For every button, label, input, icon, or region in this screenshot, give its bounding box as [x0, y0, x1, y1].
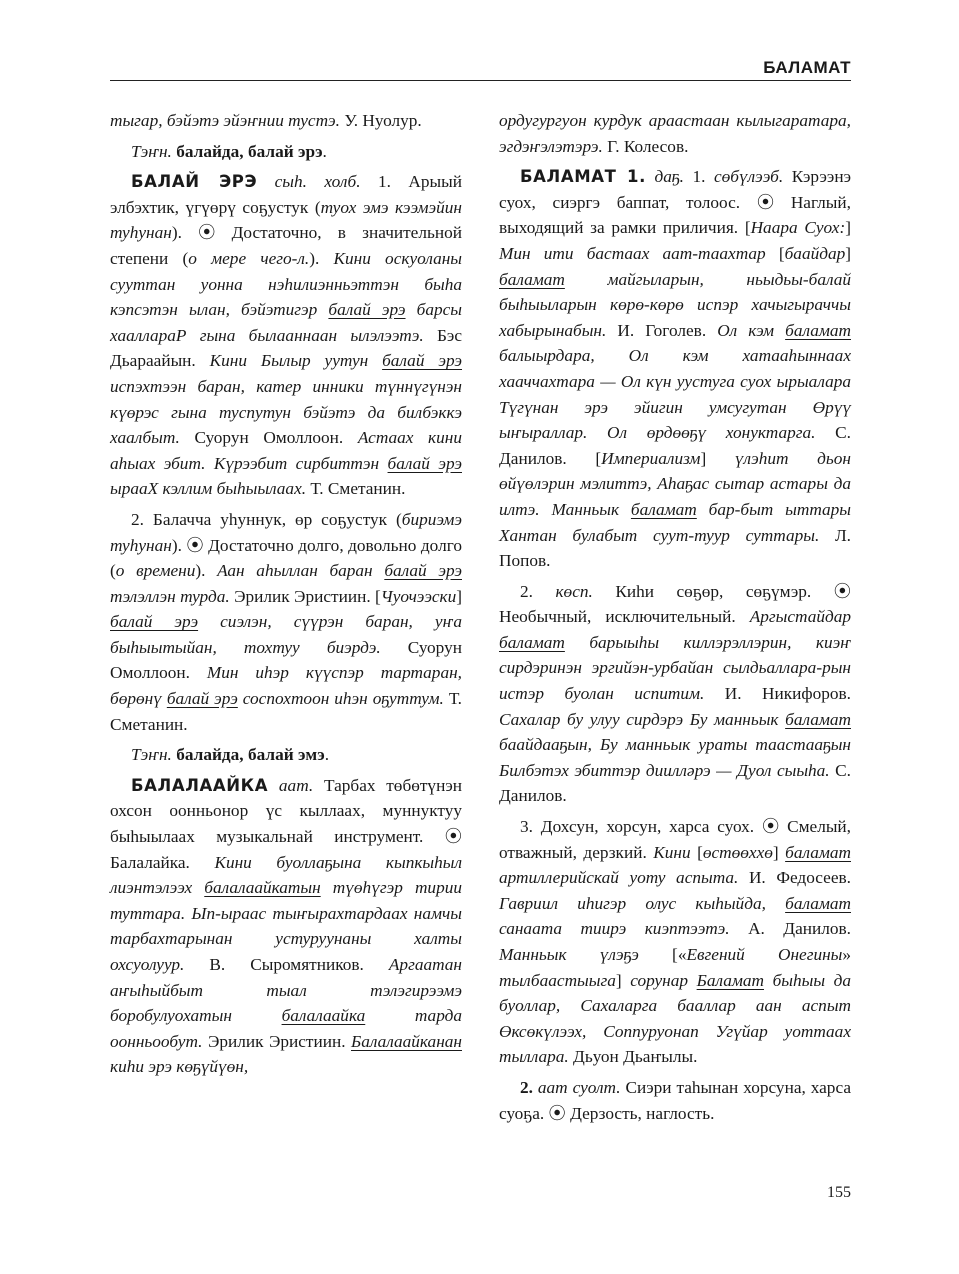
entry-text: тэлэллэн турда. — [110, 586, 230, 606]
entry-text: ырааХ кэллим быһыылаах. — [110, 479, 307, 499]
entry-text: сиэлэн, сүүрэн баран, уҥа быһыытыйан, тохтуу биэрдэ. — [110, 612, 462, 657]
entry-text: ] — [615, 970, 631, 990]
example-keyword: балай эрэ — [110, 612, 199, 632]
entry-text: Евгений Онегины — [686, 945, 843, 964]
example-keyword: балалаайкатын — [204, 878, 321, 898]
entry-text — [257, 172, 274, 191]
entry-text: барыыһы киллэрэллэрин, киэҥ сирдэринэн эргийэн-урбайан сылдьаллара-рын истэр буолан испитим. — [499, 632, 851, 704]
entry-text: бириэмэ туһунан — [110, 509, 462, 555]
entry-text: Аан аһыллан баран — [217, 561, 385, 581]
entry-text: Тэҥн. — [131, 745, 172, 765]
entry-text: о мере чего-л. — [188, 248, 310, 268]
entry-text: тылбаастыыга — [499, 970, 616, 990]
entry-text: 3. Дохсун, хорсун, харса суох. ⦿ Смелый, отважный, дерзкий. — [499, 817, 851, 862]
example-keyword: балалаайка — [281, 1006, 366, 1026]
entry-text: балайда, балай эмэ — [176, 745, 325, 765]
entry-paragraph — [499, 814, 851, 1070]
entry-text: барсы хааллараР гына былааннаан ылэлээтэ. — [110, 300, 462, 345]
entry-text: . — [322, 141, 327, 161]
entry-text: түөһүгэр тирии туттара. Ып-ыраас тыҥырахтардаах намчы тарбахтарынан устуруунаны халты охсуолуур. — [110, 878, 462, 974]
entry-paragraph — [499, 579, 851, 809]
entry-text: ). — [309, 248, 334, 268]
entry-text: Кини Былыр уутун — [209, 351, 383, 371]
entry-text: 1. Арыый элбэхтик, үгүөрү соҕустук ( — [110, 172, 462, 217]
entry-text: артиллерийскай уоту аспыта. — [499, 868, 739, 888]
entry-text: даҕ. — [654, 167, 684, 187]
entry-text: Тарбах төбөтүнэн охсон оонньонор үс кыллаах, муннуктуу быһыылаах музыкальнай инструмент. ⦿ Балалайка. — [110, 775, 462, 872]
example-keyword: баламат — [630, 499, 697, 519]
entry-paragraph — [110, 773, 462, 1080]
entry-text: бар-быт ыттары Хантан булабыт суут-туур суттары. — [499, 499, 851, 545]
entry-text: ] — [456, 586, 462, 606]
example-keyword: балай эрэ — [387, 453, 462, 473]
entry-text: Сиэри таһынан хорсуна, харса суоҕа. ⦿ Дерзость, наглость. — [499, 1077, 851, 1123]
entry-text: аат суолт. — [537, 1077, 621, 1097]
example-keyword: балай эрэ — [382, 351, 463, 371]
headword: БАЛАМАТ 1. — [520, 167, 646, 187]
entry-text: 2. — [520, 1077, 533, 1097]
entry-text: Эрилик Эристиин. [ — [229, 586, 381, 606]
entry-text: . — [324, 745, 330, 765]
entry-text: Наара Суох: — [750, 218, 846, 238]
running-head: БАЛАМАТ — [763, 58, 851, 77]
entry-text: ] — [845, 243, 852, 263]
example-keyword: баламат — [499, 269, 565, 289]
entry-text: баайдар — [784, 243, 846, 263]
entry-text: Мин иһэр күүспэр тартаран, бөрөнү — [110, 663, 462, 709]
entry-text: ). ⦿ Достаточно долго, довольно долго ( — [110, 535, 462, 581]
entry-text: сыһ. холб. — [274, 172, 361, 192]
entry-paragraph — [499, 1075, 851, 1126]
entry-text: тыгар, бэйэтэ эйэҥнии тустэ. — [110, 111, 340, 130]
entry-text: Т. Сметанин. — [110, 689, 462, 734]
entry-text: Кэрээнэ суох, сиэргэ баппат, толоос. ⦿ Наглый, выходящий за рамки приличия. [ — [499, 167, 851, 238]
headword: БАЛАЛААЙКА — [131, 775, 269, 795]
entry-text: Л. Попов. — [499, 525, 851, 571]
entry-text: [ — [765, 243, 785, 263]
entry-text: ] — [845, 218, 851, 238]
entry-text: Манньык үлэҕэ — [499, 945, 639, 964]
entry-paragraph — [110, 742, 462, 768]
example-keyword: Баламат — [696, 970, 764, 990]
entry-paragraph — [110, 169, 462, 502]
entry-text: аат. — [278, 775, 314, 795]
entry-paragraph — [110, 139, 462, 165]
entry-text: өстөөххө — [702, 842, 773, 862]
entry-text: Г. Колесов. — [602, 136, 689, 156]
entry-text: Империализм — [601, 448, 701, 468]
entry-text: 2. — [520, 581, 556, 601]
entry-text: испэхтээн баран, катер инники түннүгүнэн күөрэс гына туспутун бэйэтэ да билбэккэ хаалбыт. — [110, 376, 462, 448]
entry-text: быһыы да буоллар, Сахаларга бааллар аан аспыт Өксөкүлээх, Соппуруонап Угүйар уоттаах тыллара. — [499, 970, 852, 1067]
entry-text: У. Нуолур. — [340, 111, 422, 130]
entry-text: 1. — [683, 167, 714, 187]
entry-text: С. Данилов. — [499, 760, 852, 806]
entry-text: балыырдара, Ол кэм хатааһыннаах хааччахтара — Ол күн уустуга суох ырыалара Түгүнан эрэ эйигин умсугутан Өрүү ыҥыраллар. Ол өрдөөҕү хонуктарга. — [499, 346, 851, 443]
entry-text: санаата тиирэ киэптээтэ. — [499, 919, 730, 939]
entry-text: соспохтоон иһэн оҕуттум. — [237, 689, 444, 709]
entry-text: Аргаатан аҥыһыйбыт тыал тэлэгирээмэ боробулуохатын — [110, 955, 462, 1026]
entry-text: Кини — [653, 842, 691, 862]
entry-text: И. Никифоров. — [704, 684, 851, 704]
entry-text: Кини буоллаҕына кыпкыһыл лиэнтэлээх — [110, 852, 462, 898]
example-keyword: баламат — [785, 320, 851, 340]
entry-text: майгыларын, ньыдьы-балай быһыыларын көрө-көрө испэр хачыгыраччы хабырынабын. — [499, 269, 851, 340]
entry-text: Тэҥн. — [131, 141, 172, 161]
entry-text: Чуочээски — [380, 586, 457, 606]
entry-text: туох эмэ кээмэйин туһунан — [110, 197, 462, 243]
example-keyword: баламат — [499, 632, 565, 652]
header-rule — [110, 80, 851, 81]
entry-text: Сахалар бу улуу сирдэрэ Бу манньык — [499, 709, 786, 729]
entry-text: ] — [700, 448, 735, 468]
entry-text: Кини оскуоланы сууттан уонна нэһилиэнньэттэн быһа кэпсэтэн ылан, бэйэтигэр — [110, 248, 462, 320]
entry-paragraph — [110, 507, 462, 737]
entry-text: ] — [772, 842, 786, 862]
entry-text: Дьуон Дьаҥылы. — [568, 1047, 698, 1067]
entry-paragraph — [499, 164, 851, 574]
entry-paragraph — [110, 108, 462, 134]
entry-text: баайдааҕын, Бу манньык ураты таастааҕын Билбэтэх эбиттэр диилләрэ — Дуол сыыһа. — [499, 735, 851, 780]
entry-text: Мин ити бастаах аат-таахтар — [499, 243, 766, 263]
entry-text: [« — [638, 945, 687, 964]
example-keyword: балай эрэ — [384, 561, 462, 581]
entry-text: Эрилик Эристиин. — [202, 1031, 352, 1051]
entry-text: ). — [195, 561, 218, 581]
entry-text: Ол кэм — [717, 320, 786, 340]
entry-text: Астаах кини аһыах эбит. Күрээбит сирбиттэн — [110, 428, 462, 473]
entry-text: Суорун Омоллоон. — [110, 637, 462, 683]
entry-text: Аргыстайдар — [749, 607, 851, 627]
example-keyword: баламат — [785, 709, 851, 729]
entry-text: И. Гоголев. — [606, 320, 718, 340]
headword: БАЛАЙ ЭРЭ — [131, 172, 258, 192]
entry-text: [ — [690, 842, 703, 862]
entry-text: ). ⦿ Достаточно, в значительной степени ( — [110, 223, 462, 268]
entry-text: Бэс Дьараайын. — [110, 325, 462, 371]
entry-text: үлэһит дьон өйүөлэрин мэлиттэ, Аһаҕас сытар астары да илтэ. Манньык — [499, 448, 851, 519]
example-keyword: Балалаайканан — [351, 1031, 462, 1051]
entry-text: ордугургуон курдук араастаан кылыгаратара, эгдэҥэлэтэрэ. — [499, 111, 851, 156]
entry-text: И. Федосеев. — [738, 868, 851, 888]
entry-paragraph — [499, 108, 851, 159]
entry-text: о времени — [115, 561, 196, 581]
entry-text: Киһи сөҕөр, сөҕүмэр. ⦿ Необычный, исключительный. — [499, 581, 851, 627]
example-keyword: балай эрэ — [166, 689, 238, 709]
entry-text: Суорун Омоллоон. — [179, 428, 358, 448]
entry-text: сөбүлээб. — [713, 167, 784, 187]
example-keyword: балай эрэ — [328, 300, 406, 320]
entry-text: В. Сыромятников. — [184, 955, 389, 974]
entry-text: Гавриил иһигэр олус кыһыйда, — [499, 893, 786, 913]
entry-text: А. Данилов. — [729, 919, 851, 939]
entry-text: балайда, балай эрэ — [176, 141, 323, 161]
left-column — [110, 108, 462, 1080]
entry-text: 2. Балачча уһуннук, өр соҕустук ( — [131, 509, 402, 529]
entry-text: киһи эрэ көҕүйүөн, — [110, 1057, 249, 1077]
example-keyword: баламат — [785, 893, 851, 913]
entry-text: тарда оонньообут. — [110, 1006, 462, 1051]
page-number: 155 — [827, 1184, 851, 1201]
entry-text: С. Данилов. [ — [499, 423, 851, 468]
entry-text: көсп. — [555, 581, 593, 601]
entry-text: сорунар — [630, 970, 697, 990]
right-column — [499, 108, 851, 1126]
entry-text: Т. Сметанин. — [306, 479, 406, 499]
entry-text — [268, 776, 279, 795]
entry-text — [646, 167, 655, 186]
entry-text: » — [842, 945, 852, 964]
example-keyword: баламат — [785, 842, 851, 862]
